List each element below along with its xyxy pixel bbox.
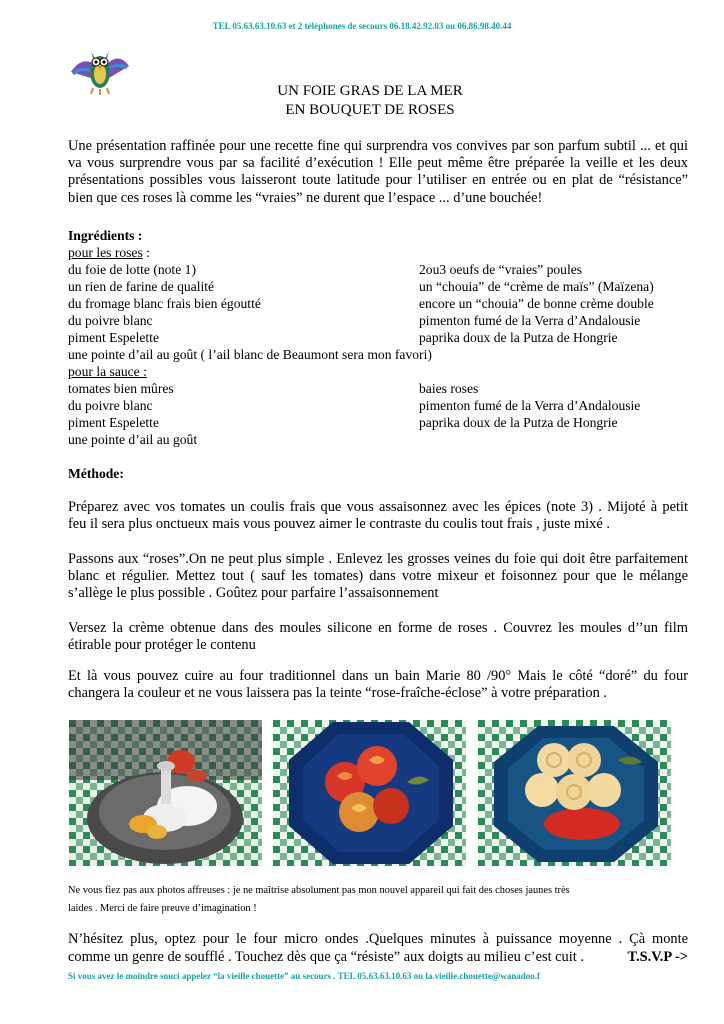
ingredients-heading: Ingrédients : [68, 228, 143, 243]
ingredient-row [68, 346, 688, 363]
method-line: Et là vous pouvez cuire au four traditionnel dans un bain Marie 80 /90° Mais le côté “doré” du four [68, 668, 688, 684]
title-line-2: EN BOUQUET DE ROSES [285, 102, 455, 118]
ingredient-left: du foie de lotte (note 1) [68, 262, 196, 277]
ingredient-extra: une pointe d’ail au goût [68, 432, 198, 447]
intro-line: bien que ces roses là comme les “vraies” ne durent que l’espace ... d’une bouchée! [68, 189, 543, 206]
roses-heading: pour les roses [68, 245, 143, 260]
intro-line: Une présentation raffinée pour une recette fine qui surprendra vos convives par son parfum subtil ... et qui [68, 138, 688, 154]
roses-heading-row: pour les roses : [68, 245, 150, 260]
ingredient-row [68, 312, 688, 329]
ingredient-right: pimenton fumé de la Verra d’Andalousie [419, 398, 641, 413]
ingredient-right: un “chouia” de “crème de maïs” (Maïzena) [419, 279, 654, 294]
tsvp-label: T.S.V.P -> [627, 948, 688, 965]
ingredient-right: paprika doux de la Putza de Hongrie [419, 330, 618, 345]
ingredient-left: tomates bien mûres [68, 381, 174, 396]
intro-line: présentations possibles vous laisseront toute latitude pour l’utiliser en entrée ou en plat de “résistance” [68, 172, 688, 189]
ingredient-right: baies roses [419, 381, 479, 396]
caption-line: laides . Merci de faire preuve d’imagination ! [68, 903, 257, 914]
ingredient-row [68, 329, 688, 346]
ingredient-row [68, 295, 688, 312]
method-line: feu il sera plus onctueux mais vous pouvez aimer le contraste du coulis tout frais , juste mixé . [68, 516, 610, 533]
photo-caption [68, 882, 688, 918]
caption-line: Ne vous fiez pas aux photos affreuses : je ne maîtrise absolument pas mon nouvel appareil qui fait des choses jaunes très [68, 885, 570, 896]
method-line: Préparez avec vos tomates un coulis frais que vous assaisonnez avec les épices (note 3) . Mijoté à petit [68, 499, 688, 515]
method-line: étirable pour protéger le contenu [68, 637, 256, 654]
ingredient-row [68, 278, 688, 295]
ingredient-row [68, 397, 688, 414]
ingredient-left: piment Espelette [68, 330, 159, 345]
ingredient-row [68, 380, 688, 397]
title-line-1: UN FOIE GRAS DE LA MER [277, 83, 463, 99]
closing-last-row [68, 949, 688, 967]
ingredient-right: paprika doux de la Putza de Hongrie [419, 415, 618, 430]
photo-mixer [69, 720, 262, 866]
method-line: s’allège le plus possible . Goûtez pour parfaire l’assaisonnement [68, 585, 439, 602]
ingredient-left: un rien de farine de qualité [68, 279, 215, 294]
photo-pink-roses [273, 720, 466, 866]
photo-golden-roses [478, 720, 671, 866]
method-heading: Méthode: [68, 466, 124, 481]
method-paragraph-3 [68, 620, 688, 654]
page-title [200, 82, 540, 120]
method-line: changera la couleur et ne vous laissera pas la teinte “rose-fraîche-éclose” à votre préparation . [68, 685, 607, 702]
ingredient-left: piment Espelette [68, 415, 159, 430]
ingredient-left: du poivre blanc [68, 313, 153, 328]
method-paragraph-1 [68, 499, 688, 533]
method-line: Versez la crème obtenue dans des moules silicone en forme de roses . Couvrez les moules d’’un film [68, 620, 688, 636]
sauce-heading: pour la sauce : [68, 364, 147, 379]
ingredient-row [68, 431, 688, 448]
ingredient-right: 2ou3 oeufs de “vraies” poules [419, 262, 583, 277]
footer-contact: Si vous avez le moindre souci appelez “la vieille chouette” au secours . TEL 05.63.63.10.63 ou la.vieille.chouette@wanadoo.f [68, 971, 541, 981]
sauce-heading-row [68, 363, 688, 380]
closing-line: comme un genre de soufflé . Touchez dès que ça “résiste” aux doigts au milieu c’est cuit . [68, 948, 584, 965]
closing-paragraph [68, 931, 688, 966]
ingredient-extra: une pointe d’ail au goût ( l’ail blanc de Beaumont sera mon favori) [68, 347, 432, 362]
intro-line: va vous surprendre vous par sa facilité d’exécution ! Elle peut même être préparée la veille et les deux [68, 155, 688, 172]
ingredient-row [68, 261, 688, 278]
method-paragraph-2 [68, 551, 688, 603]
owl-logo-icon [67, 44, 133, 98]
ingredient-left: du fromage blanc frais bien égoutté [68, 296, 261, 311]
method-line: blanc et régulier. Mettez tout ( sauf les tomates) dans votre mixeur et foisonnez pour que le mélange [68, 568, 688, 585]
closing-line: N’hésitez plus, optez pour le four micro ondes .Quelques minutes à puissance moyenne . Çà monte [68, 931, 688, 947]
method-paragraph-4 [68, 668, 688, 702]
method-line: Passons aux “roses”.On ne peut plus simple . Enlevez les grosses veines du foie qui doit être parfaitement [68, 551, 688, 567]
ingredient-left: du poivre blanc [68, 398, 153, 413]
header-phone: TEL 05.63.63.10.63 et 2 téléphones de secours 06.18.42.92.03 ou 06.86.98.40.44 [212, 21, 512, 31]
intro-paragraph [68, 138, 688, 207]
ingredient-row [68, 414, 688, 431]
ingredient-right: pimenton fumé de la Verra d’Andalousie [419, 313, 641, 328]
ingredient-right: encore un “chouia” de bonne crème double [419, 296, 654, 311]
